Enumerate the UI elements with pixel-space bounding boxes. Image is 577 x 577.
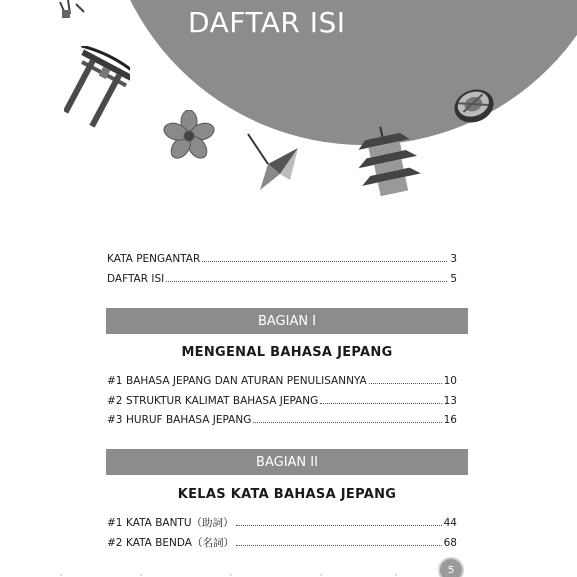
- section-bar-bagian-1: [106, 308, 468, 334]
- toc-entry-number: #3: [107, 414, 123, 426]
- toc-entry-daftar-isi[interactable]: [107, 271, 457, 285]
- toc-entry[interactable]: [107, 515, 457, 529]
- decorative-dot: [60, 574, 62, 576]
- page-number: 5: [447, 565, 455, 576]
- dot-leader: [202, 260, 447, 262]
- toc-entry[interactable]: [107, 412, 457, 426]
- section-bar-label: BAGIAN I: [257, 313, 317, 329]
- toc-entry-label: HURUF BAHASA JEPANG: [126, 414, 252, 426]
- toc-entry-page: 5: [450, 273, 457, 285]
- toc-entry-label: STRUKTUR KALIMAT BAHASA JEPANG: [126, 395, 319, 407]
- decorative-dot: [230, 574, 232, 576]
- toc-entry-label: BAHASA JEPANG DAN ATURAN PENULISANNYA: [126, 375, 367, 387]
- toc-entry[interactable]: [107, 535, 457, 549]
- section-bar-bagian-2: [106, 449, 468, 475]
- torii-gate-icon: [64, 46, 130, 128]
- toc-entry[interactable]: [107, 373, 457, 387]
- section-heading: KELAS KATA BAHASA JEPANG: [177, 487, 397, 502]
- decorative-dot: [140, 574, 142, 576]
- toc-entry-page: 3: [450, 253, 457, 265]
- toc-entry-label: DAFTAR ISI: [107, 273, 165, 285]
- flower-icon: [160, 110, 218, 162]
- decorative-dot: [320, 574, 322, 576]
- dot-leader: [320, 402, 441, 404]
- page-title: DAFTAR ISI: [188, 6, 346, 39]
- toc-entry-page: 10: [443, 375, 457, 387]
- dot-leader: [369, 382, 442, 384]
- toc-entry-page: 68: [443, 537, 457, 549]
- page-number-badge: [438, 557, 464, 577]
- toc-entry-page: 16: [443, 414, 457, 426]
- dot-leader: [236, 544, 442, 546]
- dot-leader: [236, 524, 442, 526]
- section-bar-label: BAGIAN II: [256, 454, 318, 470]
- toc-entry-label: KATA BENDA（名詞）: [126, 537, 234, 549]
- toc-entry-page: 44: [443, 517, 457, 529]
- toc-entry-number: #2: [107, 537, 123, 549]
- section-heading: MENGENAL BAHASA JEPANG: [181, 345, 393, 360]
- toc-entry-label: KATA PENGANTAR: [107, 253, 201, 265]
- toc-entry-number: #2: [107, 395, 123, 407]
- paper-crane-icon: [246, 130, 304, 194]
- toc-entry-label: KATA BANTU（助詞）: [126, 517, 234, 529]
- pagoda-icon: [352, 126, 424, 200]
- toc-entry-page: 13: [443, 395, 457, 407]
- decorative-dot: [395, 574, 397, 576]
- dot-leader: [166, 280, 447, 282]
- toc-entry[interactable]: [107, 393, 457, 407]
- toc-entry-kata-pengantar[interactable]: [107, 251, 457, 265]
- toc-entry-number: #1: [107, 517, 123, 529]
- lantern-icon: [56, 0, 90, 22]
- sushi-roll-icon: [450, 84, 498, 128]
- dot-leader: [253, 421, 441, 423]
- toc-entry-number: #1: [107, 375, 123, 387]
